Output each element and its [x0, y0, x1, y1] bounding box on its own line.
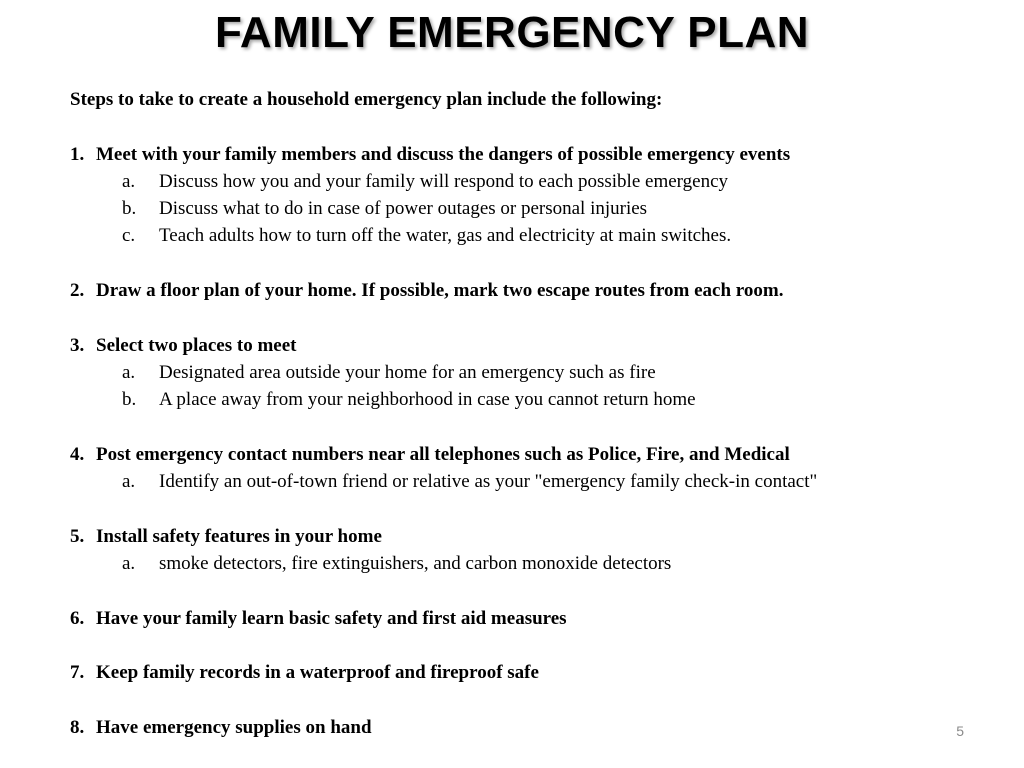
- step-4-sub-a: [70, 468, 970, 495]
- sub-text: A place away from your neighborhood in case you cannot return home: [159, 389, 696, 411]
- step-text: Install safety features in your home: [96, 525, 382, 547]
- step-1-sub-c: [70, 222, 970, 249]
- step-number: 5.: [70, 525, 85, 547]
- sub-text: Discuss what to do in case of power outages or personal injuries: [159, 198, 648, 220]
- step-1-sub-b: [70, 195, 970, 222]
- spacer: [70, 577, 970, 604]
- page-number: 5: [956, 723, 964, 739]
- page-title: FAMILY EMERGENCY PLAN: [214, 8, 809, 57]
- spacer: [70, 632, 970, 659]
- step-text: Meet with your family members and discuss the dangers of possible emergency events: [96, 143, 791, 165]
- sub-letter: a.: [122, 170, 136, 192]
- spacer: [70, 250, 970, 277]
- step-number: 2.: [70, 280, 85, 302]
- spacer: [70, 113, 970, 140]
- step-number: 8.: [70, 716, 85, 738]
- sub-text: Discuss how you and your family will respond to each possible emergency: [159, 170, 729, 192]
- step-5-sub-a: [70, 550, 970, 577]
- step-8: [70, 714, 970, 741]
- step-number: 6.: [70, 607, 85, 629]
- step-number: 1.: [70, 143, 85, 165]
- sub-letter: a.: [122, 471, 136, 493]
- step-5: [70, 523, 970, 550]
- spacer: [70, 414, 970, 441]
- sub-letter: c.: [122, 225, 136, 247]
- step-6: [70, 605, 970, 632]
- sub-text: Teach adults how to turn off the water, gas and electricity at main switches.: [159, 225, 732, 247]
- step-text: Draw a floor plan of your home. If possible, mark two escape routes from each room.: [96, 280, 784, 302]
- intro-text: Steps to take to create a household emergency plan include the following:: [70, 89, 663, 110]
- step-text: Have emergency supplies on hand: [96, 716, 372, 738]
- step-text: Post emergency contact numbers near all telephones such as Police, Fire, and Medical: [96, 443, 790, 465]
- spacer: [70, 687, 970, 714]
- step-7: [70, 659, 970, 686]
- step-4: [70, 441, 970, 468]
- spacer: [70, 495, 970, 522]
- sub-text: Designated area outside your home for an emergency such as fire: [159, 361, 656, 383]
- step-number: 4.: [70, 443, 85, 465]
- step-text: Keep family records in a waterproof and fireproof safe: [96, 662, 539, 684]
- sub-letter: b.: [122, 389, 137, 411]
- step-text: Select two places to meet: [96, 334, 297, 356]
- step-1-sub-a: [70, 168, 970, 195]
- sub-letter: a.: [122, 553, 136, 575]
- step-text: Have your family learn basic safety and first aid measures: [96, 607, 567, 629]
- sub-text: Identify an out-of-town friend or relative as your "emergency family check-in contact": [159, 471, 818, 493]
- spacer: [70, 304, 970, 331]
- sub-text: smoke detectors, fire extinguishers, and carbon monoxide detectors: [159, 553, 672, 575]
- step-2: [70, 277, 970, 304]
- step-number: 7.: [70, 662, 85, 684]
- step-3: [70, 332, 970, 359]
- step-number: 3.: [70, 334, 85, 356]
- plan-content: [70, 86, 970, 741]
- step-1: [70, 141, 970, 168]
- sub-letter: a.: [122, 361, 136, 383]
- step-3-sub-a: [70, 359, 970, 386]
- sub-letter: b.: [122, 198, 137, 220]
- step-3-sub-b: [70, 386, 970, 413]
